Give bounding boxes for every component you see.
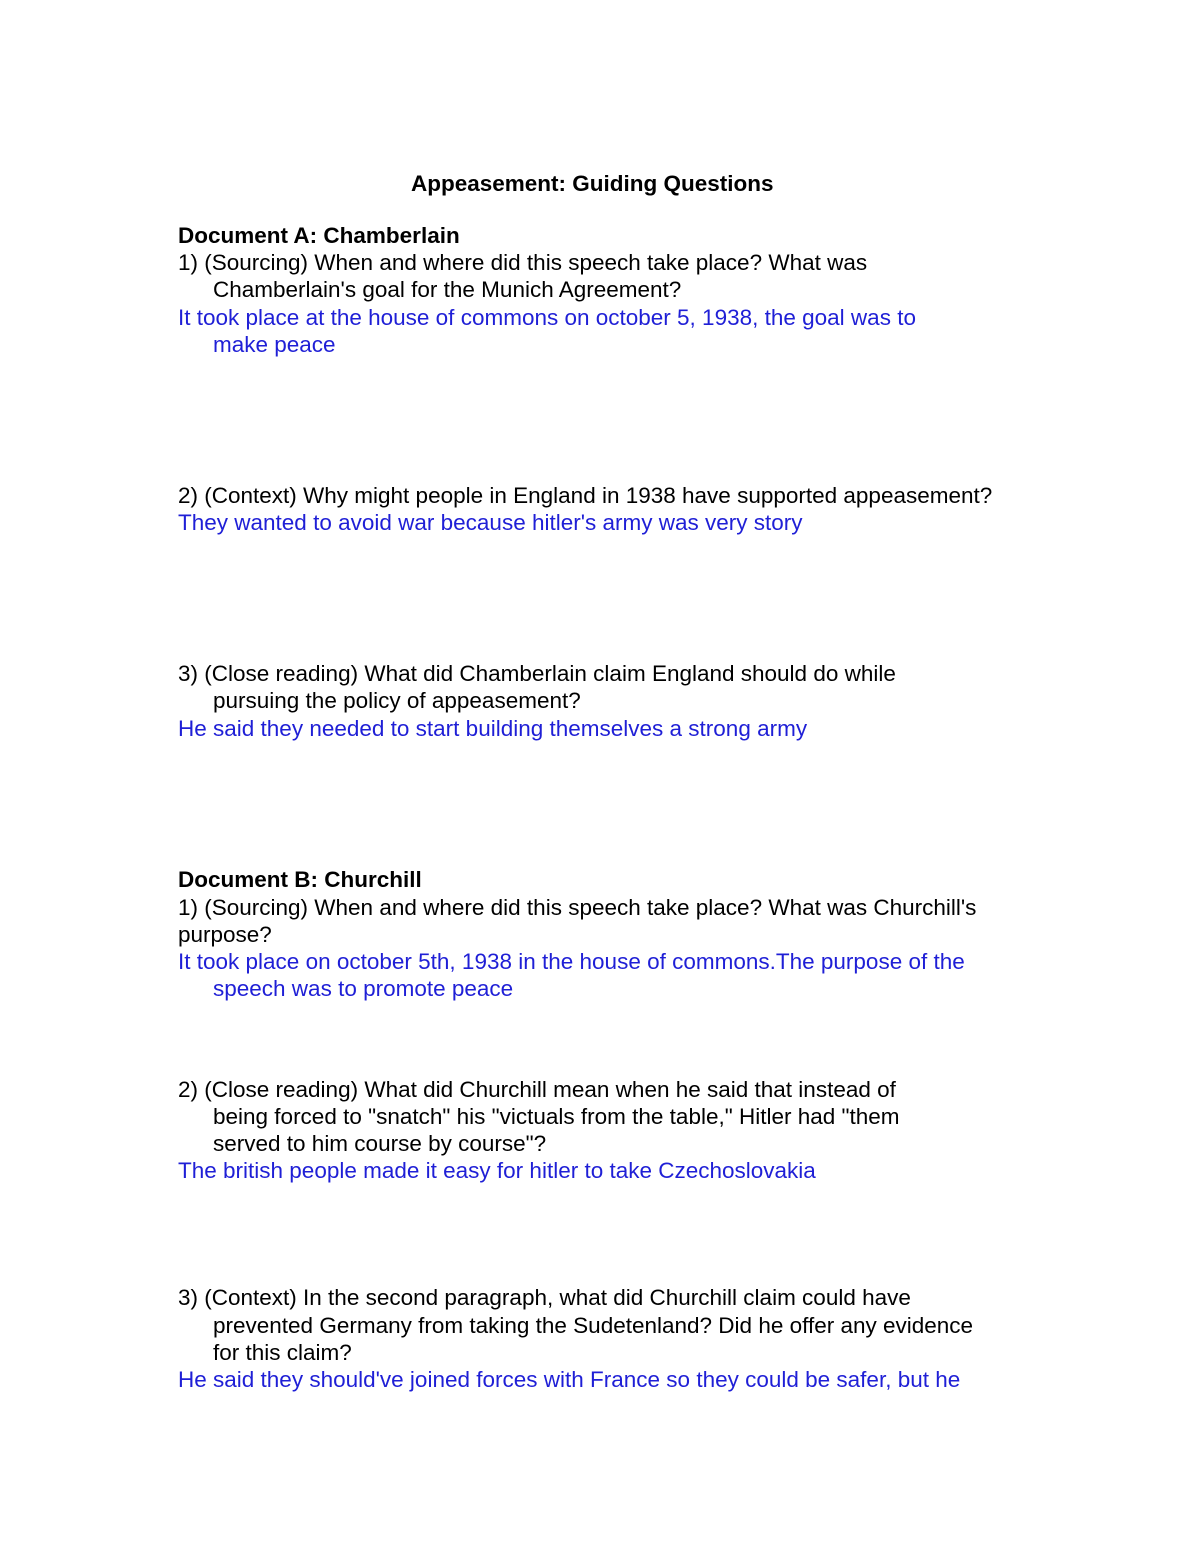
doc-b-q3-line1: 3) (Context) In the second paragraph, what did Churchill claim could have [178, 1285, 911, 1310]
doc-b-q3-line2: prevented Germany from taking the Sudetenland? Did he offer any evidence [213, 1313, 974, 1338]
doc-b-q3-line3: for this claim? [213, 1340, 352, 1365]
doc-b-q2-answer-line1: The british people made it easy for hitler to take Czechoslovakia [178, 1158, 816, 1183]
doc-a-q2-line1: 2) (Context) Why might people in England in 1938 have supported appeasement? [178, 483, 993, 508]
doc-a-q3-answer-line1: He said they needed to start building themselves a strong army [178, 716, 808, 741]
doc-a-q2-answer-line1: They wanted to avoid war because hitler's army was very story [178, 510, 803, 535]
doc-a-q1-answer-line2: make peace [213, 332, 336, 357]
doc-b-q1-answer-line1: It took place on october 5th, 1938 in the house of commons.The purpose of the [178, 949, 965, 974]
doc-a-q1-line2: Chamberlain's goal for the Munich Agreement? [213, 277, 682, 302]
doc-b-q3-answer-line1: He said they should've joined forces with France so they could be safer, but he [178, 1367, 961, 1392]
doc-b-q2-line2: being forced to "snatch" his "victuals from the table," Hitler had "them [213, 1104, 900, 1129]
page-title: Appeasement: Guiding Questions [411, 171, 774, 196]
doc-b-q1-line1: 1) (Sourcing) When and where did this speech take place? What was Churchill's [178, 895, 977, 920]
doc-b-heading: Document B: Churchill [178, 867, 422, 892]
doc-a-q3-line1: 3) (Close reading) What did Chamberlain claim England should do while [178, 661, 896, 686]
doc-b-q2-line1: 2) (Close reading) What did Churchill mean when he said that instead of [178, 1077, 896, 1102]
doc-b-q1-line2: purpose? [178, 922, 272, 947]
doc-b-q1-answer-line2: speech was to promote peace [213, 976, 514, 1001]
doc-b-q2-line3: served to him course by course"? [213, 1131, 547, 1156]
doc-a-q3-line2: pursuing the policy of appeasement? [213, 688, 581, 713]
doc-a-q1-line1: 1) (Sourcing) When and where did this speech take place? What was [178, 250, 868, 275]
doc-a-q1-answer-line1: It took place at the house of commons on october 5, 1938, the goal was to [178, 305, 916, 330]
doc-a-heading: Document A: Chamberlain [178, 223, 460, 248]
